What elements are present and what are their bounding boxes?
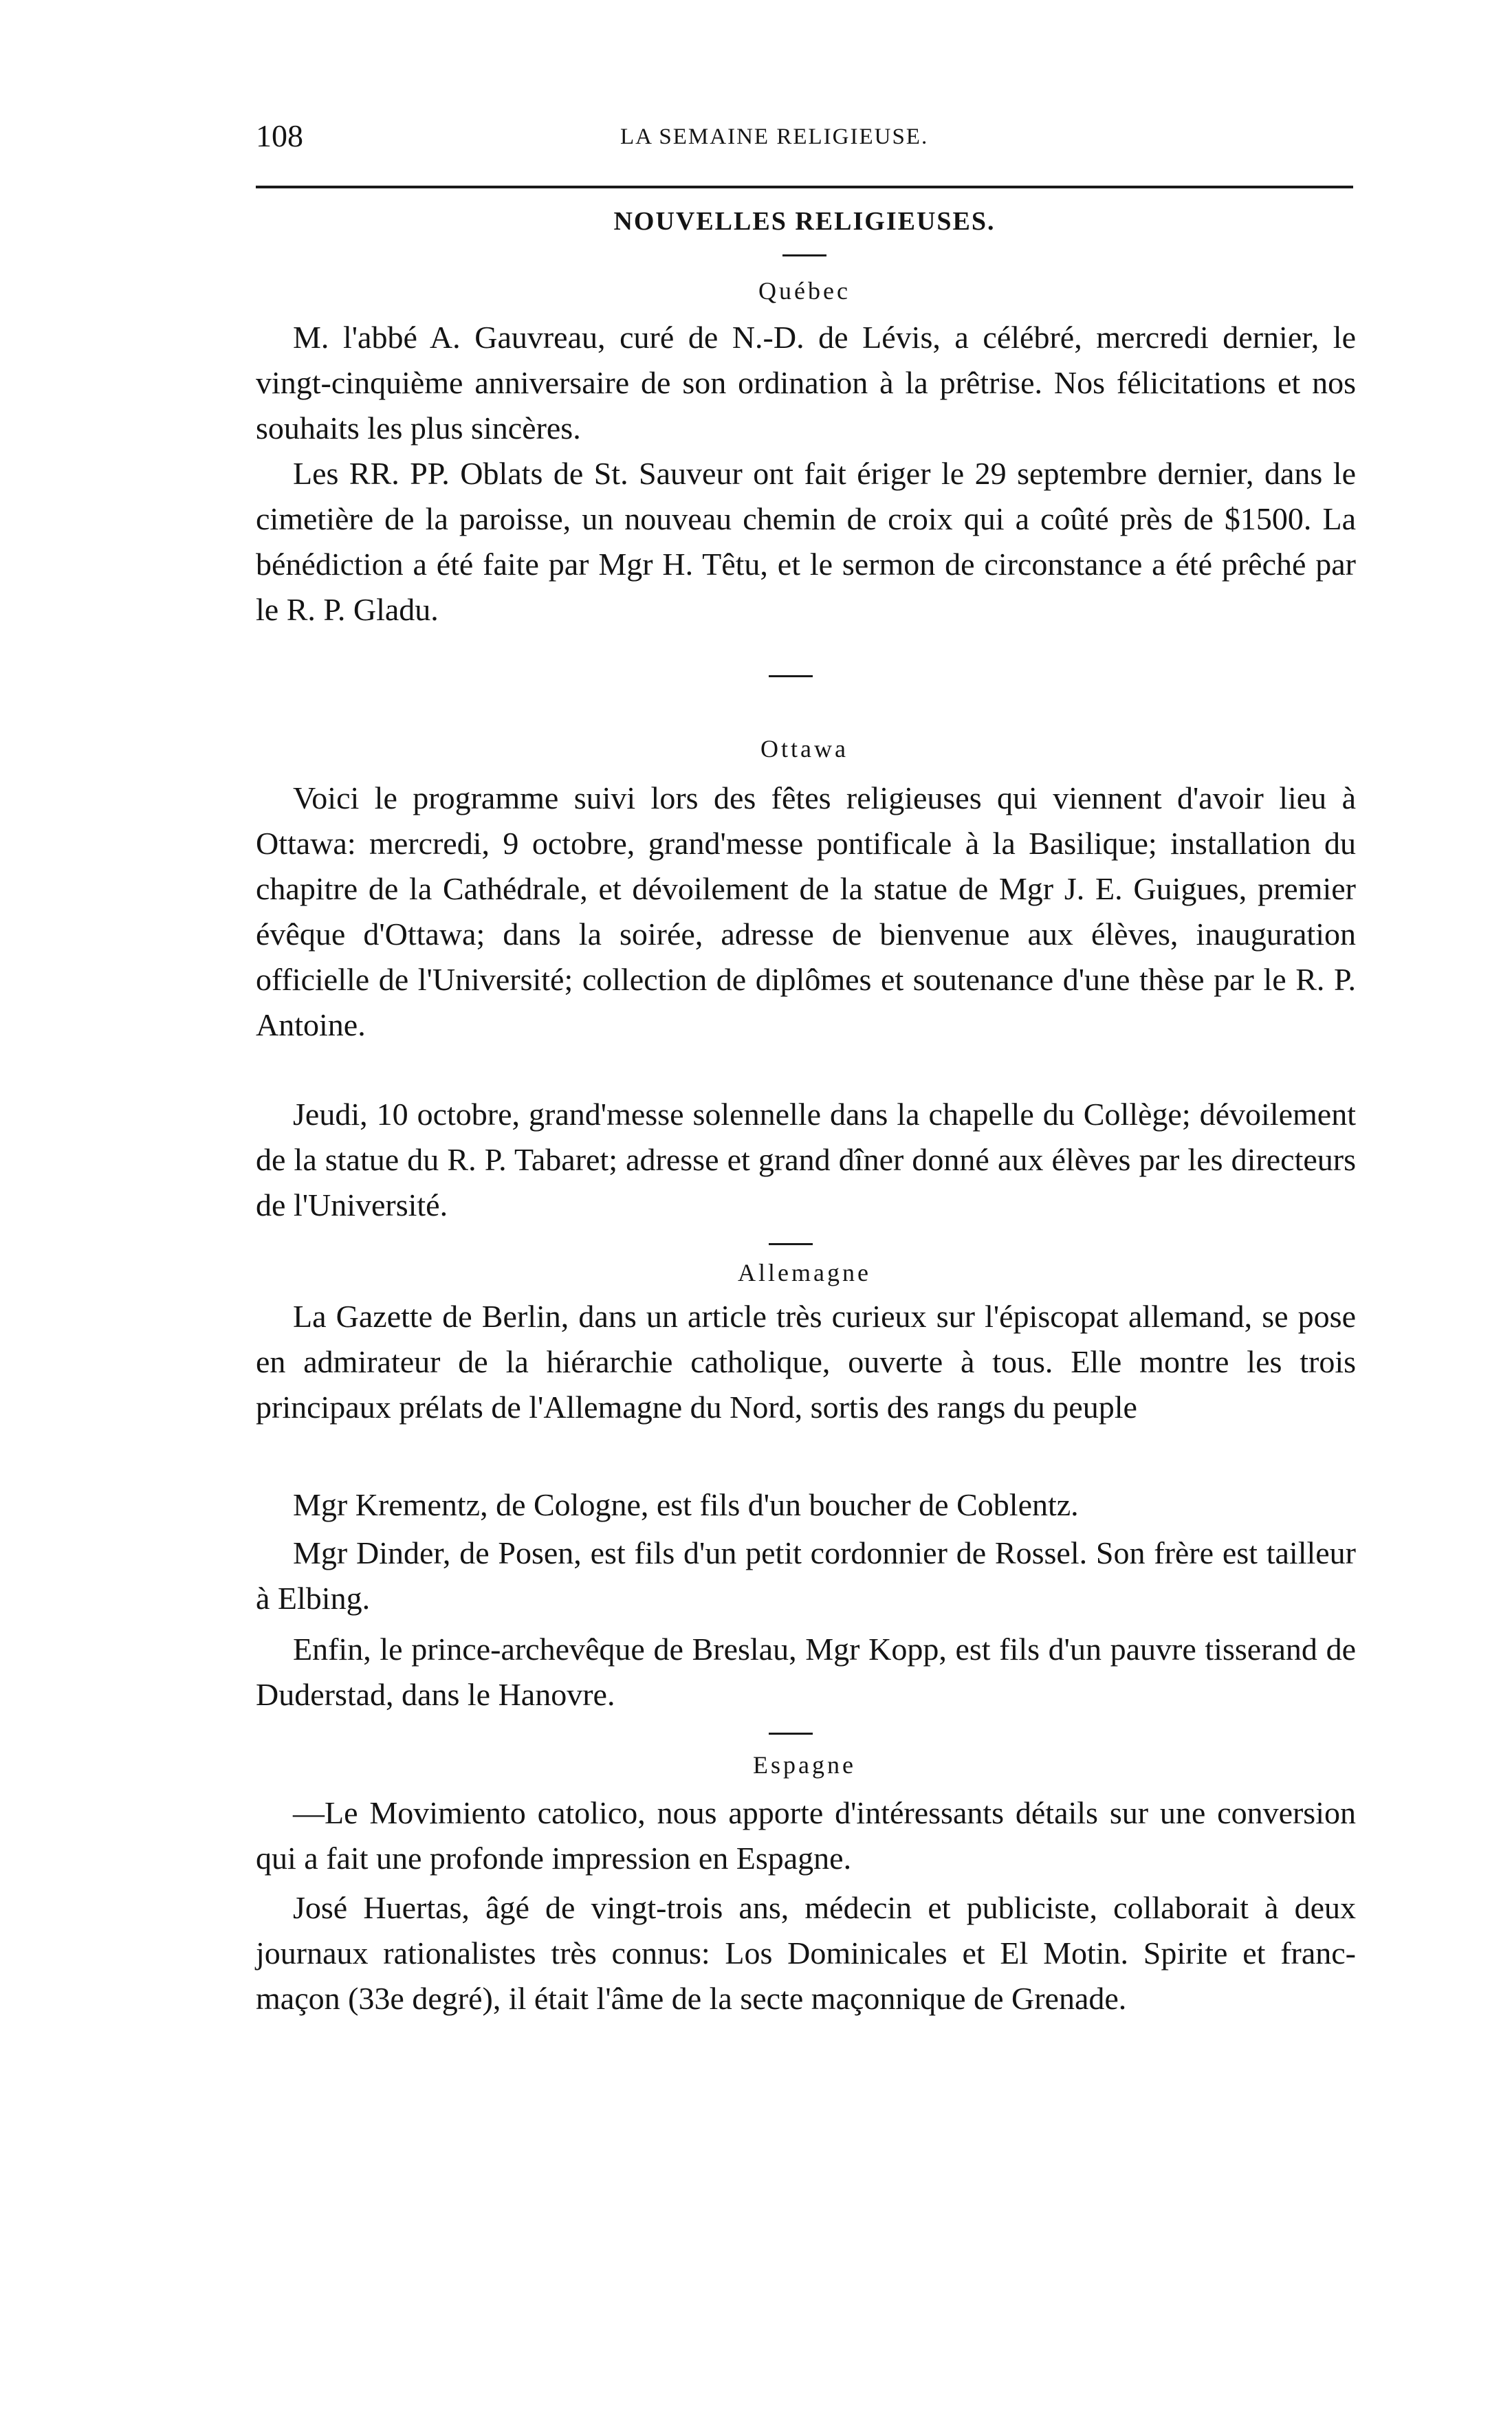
divider xyxy=(769,1243,813,1245)
page-header xyxy=(256,116,1356,171)
paragraph-allemagne-4: Enfin, le prince-archevêque de Breslau, Mgr Kopp, est fils d'un pauvre tisserand de Duderstad, dans le Hanovre. xyxy=(256,1632,1356,1712)
page-number: 108 xyxy=(256,118,303,153)
heading-espagne: Espagne xyxy=(753,1751,856,1779)
divider xyxy=(769,675,813,677)
divider xyxy=(782,254,826,256)
heading-quebec: Québec xyxy=(758,277,851,305)
heading-ottawa: Ottawa xyxy=(760,735,848,762)
paragraph-ottawa-2: Jeudi, 10 octobre, grand'messe solennelle dans la chapelle du Collège; dévoilement de la statue du R. P. Tabaret; adresse et grand dîner donné aux élèves par les directeurs de l'Université. xyxy=(256,1097,1356,1222)
paragraph-espagne-1: —Le Movimiento catolico, nous apporte d'intéressants détails sur une conversion qui a fait une profonde impression en Espagne. xyxy=(256,1795,1356,1876)
running-title: LA SEMAINE RELIGIEUSE. xyxy=(620,124,929,149)
divider xyxy=(769,1733,813,1735)
section-title: NOUVELLES RELIGIEUSES. xyxy=(613,207,996,236)
paragraph-allemagne-1: La Gazette de Berlin, dans un article très curieux sur l'épiscopat allemand, se pose en admirateur de la hiérarchie catholique, ouverte à tous. Elle montre les trois principaux prélats de l'Allemagne du Nord, sortis des rangs du peuple xyxy=(256,1299,1356,1425)
paragraph-espagne-2: José Huertas, âgé de vingt-trois ans, médecin et publiciste, collaborait à deux journaux rationalistes très connus: Los Dominicales et El Motin. Spirite et franc-maçon (33e degré), il était l'âme de la secte maçonnique de Grenade. xyxy=(256,1890,1356,2016)
paragraph-allemagne-3: Mgr Dinder, de Posen, est fils d'un petit cordonnier de Rossel. Son frère est tailleur à Elbing. xyxy=(256,1535,1356,1616)
paragraph-quebec-2: Les RR. PP. Oblats de St. Sauveur ont fait ériger le 29 septembre dernier, dans le cimetière de la paroisse, un nouveau chemin de croix qui a coûté près de $1500. La bénédiction a été faite par Mgr H. Têtu, et le sermon de circonstance a été prêché par le R. P. Gladu. xyxy=(256,456,1356,627)
paragraph-allemagne-2: Mgr Krementz, de Cologne, est fils d'un boucher de Coblentz. xyxy=(293,1487,1079,1522)
paragraph-quebec-1: M. l'abbé A. Gauvreau, curé de N.-D. de Lévis, a célébré, mercredi dernier, le vingt-cinquième anniversaire de son ordination à la prêtrise. Nos félicitations et nos souhaits les plus sincères. xyxy=(256,320,1356,446)
header-rule xyxy=(256,186,1353,188)
heading-allemagne: Allemagne xyxy=(738,1259,871,1286)
paragraph-ottawa-1: Voici le programme suivi lors des fêtes religieuses qui viennent d'avoir lieu à Ottawa: mercredi, 9 octobre, grand'messe pontificale à la Basilique; installation du chapitre de la Cathédrale, et dévoilement de la statue de Mgr J. E. Guigues, premier évêque d'Ottawa; dans la soirée, adresse de bienvenue aux élèves, inauguration officielle de l'Université; collection de diplômes et soutenance d'une thèse par le R. P. Antoine. xyxy=(256,780,1356,1042)
